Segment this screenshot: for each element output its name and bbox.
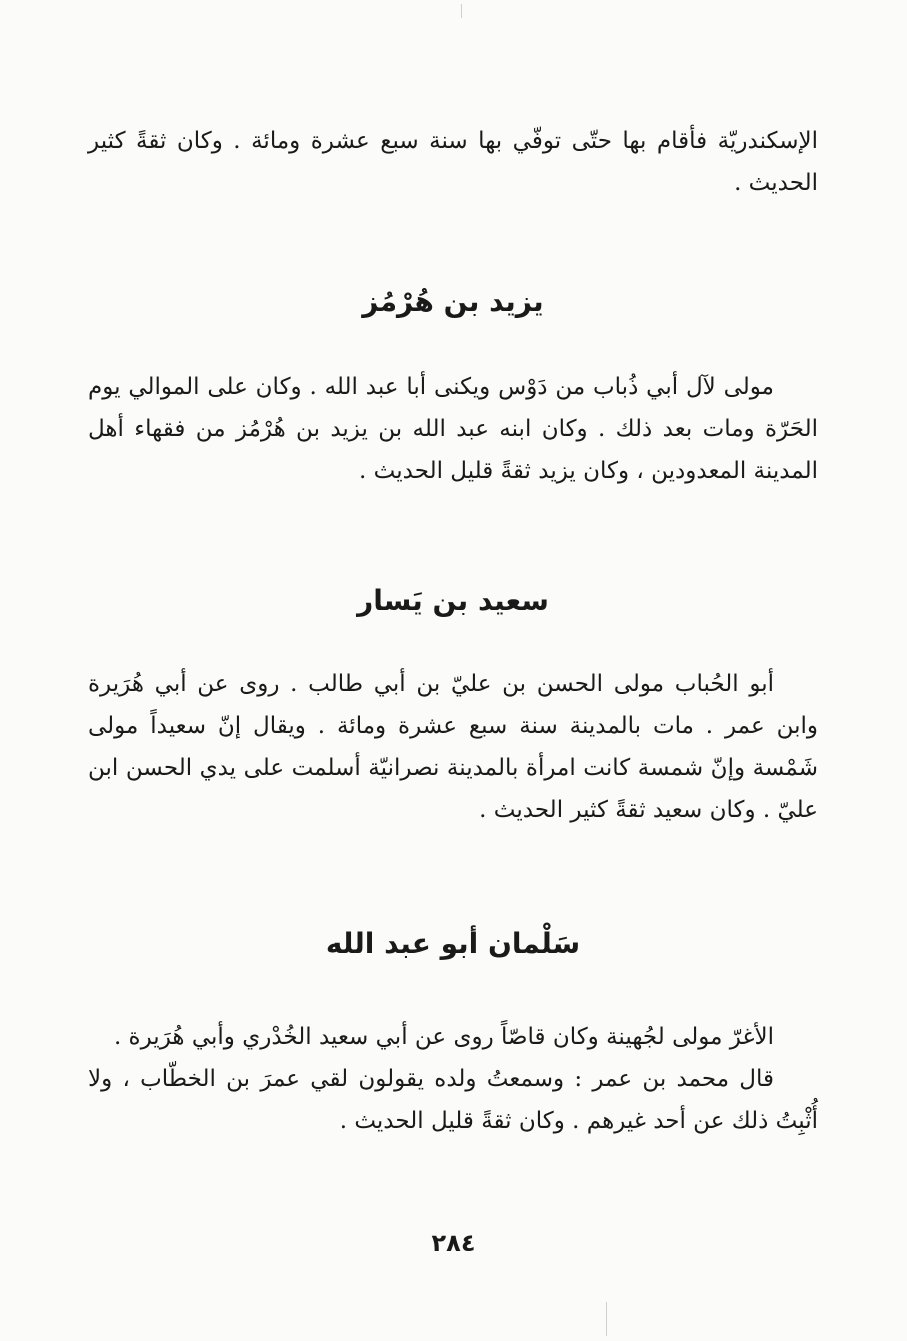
paragraph: مولى لآل أبي ذُباب من دَوْس ويكنى أبا عبد الله . وكان على الموالي يوم الحَرّة ومات بعد ذلك . وكان ابنه عبد الله بن يزيد بن هُرْمُز من فقهاء أهل المدينة المعدودين ، وكان يزيد ثقةً قليل الحديث . (88, 374, 818, 484)
opening-paragraph: الإسكندريّة فأقام بها حتّى توفّي بها سنة سبع عشرة ومائة . وكان ثقةً كثير الحديث . (88, 128, 818, 196)
paragraph: أبو الحُباب مولى الحسن بن عليّ بن أبي طالب . روى عن أبي هُرَيرة وابن عمر . مات بالمدينة سنة سبع عشرة ومائة . ويقال إنّ سعيداً مولى شَمْسة وإنّ شمسة كانت امرأة بالمدينة نصرانيّة أسلمت على يدي الحسن ابن عليّ . وكان سعيد ثقةً كثير الحديث . (88, 671, 818, 823)
section-body-said (88, 663, 818, 831)
section-body-salman (88, 1016, 818, 1142)
paragraph: الأغرّ مولى لجُهينة وكان قاصّاً روى عن أبي سعيد الخُدْري وأبي هُرَيرة . (113, 1024, 774, 1050)
margin-speck (606, 1302, 607, 1336)
section-heading-salman: سَلْمان أبو عبد الله (325, 927, 581, 960)
section-heading-said: سعيد بن يَسار (357, 584, 549, 617)
page-number: ٢٨٤ (431, 1229, 476, 1257)
opening-paragraph-block (88, 120, 818, 204)
section-body-yazid (88, 366, 818, 492)
section-heading-yazid: يزيد بن هُرْمُز (362, 285, 544, 318)
paragraph: قال محمد بن عمر : وسمعتُ ولده يقولون لقي عمرَ بن الخطّاب ، ولا أُثْبِتُ ذلك عن أحد غيرهم . وكان ثقةً قليل الحديث . (88, 1066, 818, 1134)
margin-speck (461, 4, 462, 18)
